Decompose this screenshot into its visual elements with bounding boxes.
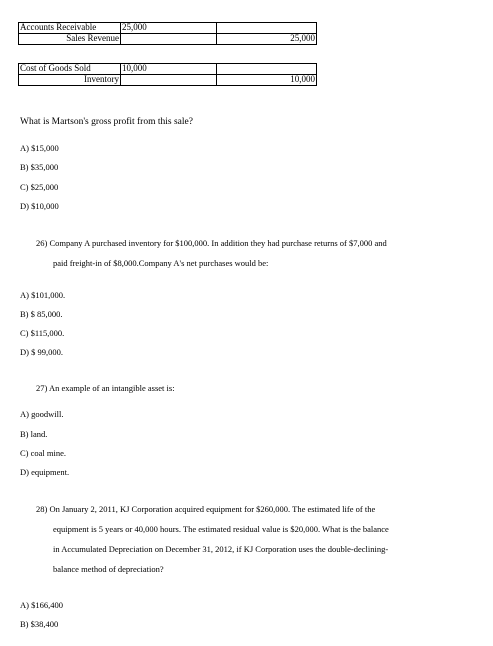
q28-option-b[interactable]: B) $38,400: [20, 619, 59, 629]
debit-account: Accounts Receivable: [19, 23, 121, 34]
debit-account: Cost of Goods Sold: [19, 64, 121, 75]
q25-option-b[interactable]: B) $35,000: [20, 162, 59, 172]
q26-option-d[interactable]: D) $ 99,000.: [20, 347, 63, 357]
debit-amount: 10,000: [121, 64, 217, 75]
question-25-text: What is Martson's gross profit from this sale?: [20, 117, 193, 127]
journal-entry-sales: [18, 22, 317, 45]
credit-amount-empty: [217, 64, 317, 75]
q26-option-b[interactable]: B) $ 85,000.: [20, 309, 63, 319]
credit-account: Inventory: [19, 75, 121, 86]
question-27-text: 27) An example of an intangible asset is:: [36, 383, 175, 393]
q28-line-4: balance method of depreciation?: [53, 564, 164, 574]
q25-option-c[interactable]: C) $25,000: [20, 182, 59, 192]
q28-line-1: 28) On January 2, 2011, KJ Corporation acquired equipment for $260,000. The estimated life of the: [36, 504, 376, 514]
debit-amount-empty: [121, 34, 217, 45]
q26-option-c[interactable]: C) $115,000.: [20, 328, 65, 338]
credit-amount-empty: [217, 23, 317, 34]
q26-option-a[interactable]: A) $101,000.: [20, 290, 66, 300]
q27-option-d[interactable]: D) equipment.: [20, 467, 70, 477]
q25-option-a[interactable]: A) $15,000: [20, 143, 59, 153]
q26-line-1: 26) Company A purchased inventory for $100,000. In addition they had purchase returns of $7,000 and: [36, 238, 387, 248]
q28-option-a[interactable]: A) $166,400: [20, 600, 63, 610]
credit-account: Sales Revenue: [19, 34, 121, 45]
debit-amount: 25,000: [121, 23, 217, 34]
question-26-text: [36, 233, 460, 273]
q27-option-b[interactable]: B) land.: [20, 429, 48, 439]
q28-line-2: equipment is 5 years or 40,000 hours. The estimated residual value is $20,000. What is the balance: [53, 524, 389, 534]
q27-option-c[interactable]: C) coal mine.: [20, 448, 67, 458]
debit-amount-empty: [121, 75, 217, 86]
question-28-text: [36, 499, 460, 579]
credit-amount: 10,000: [217, 75, 317, 86]
q28-line-3: in Accumulated Depreciation on December 31, 2012, if KJ Corporation uses the double-declining-: [53, 544, 389, 554]
credit-amount: 25,000: [217, 34, 317, 45]
journal-entry-cogs: [18, 63, 317, 86]
q25-option-d[interactable]: D) $10,000: [20, 201, 59, 211]
q27-option-a[interactable]: A) goodwill.: [20, 409, 64, 419]
q26-line-2: paid freight-in of $8,000.Company A's net purchases would be:: [53, 258, 269, 268]
